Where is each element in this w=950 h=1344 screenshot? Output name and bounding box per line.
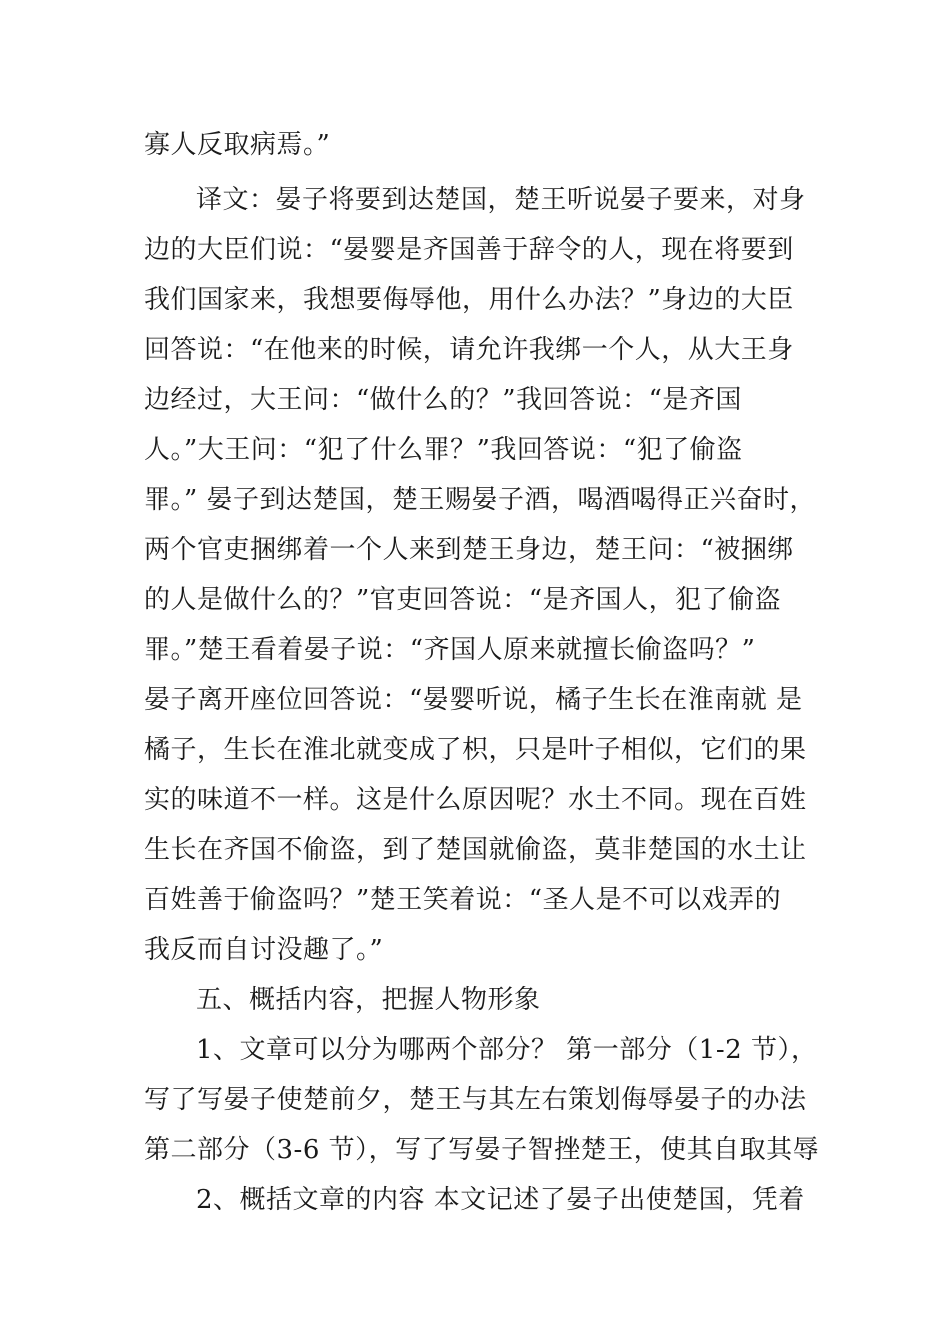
- text-line: 2、概括文章的内容 本文记述了晏子出使楚国，凭着: [196, 1185, 805, 1215]
- text-line: 我反而自讨没趣了。”: [144, 935, 384, 965]
- text-line: 我们国家来，我想要侮辱他，用什么办法？”身边的大臣: [144, 285, 794, 315]
- text-line: 罪。”楚王看着晏子说：“齐国人原来就擅长偷盗吗？”: [144, 635, 756, 665]
- text-line: 寡人反取病焉。”: [144, 130, 331, 160]
- text-line: 罪。” 晏子到达楚国，楚王赐晏子酒，喝酒喝得正兴奋时，: [144, 485, 817, 515]
- text-line: 实的味道不一样。这是什么原因呢？水土不同。现在百姓: [144, 785, 807, 815]
- text-line: 橘子，生长在淮北就变成了枳，只是叶子相似，它们的果: [144, 735, 807, 765]
- section-heading: 五、概括内容，把握人物形象: [196, 985, 541, 1015]
- text-line: 两个官吏捆绑着一个人来到楚王身边，楚王问：“被捆绑: [144, 535, 794, 565]
- text-line: 回答说：“在他来的时候，请允许我绑一个人，从大王身: [144, 335, 794, 365]
- text-line: 人。”大王问：“犯了什么罪？”我回答说：“犯了偷盗: [144, 435, 743, 465]
- text-line: 译文：晏子将要到达楚国，楚王听说晏子要来，对身: [196, 185, 806, 215]
- text-line: 边经过，大王问：“做什么的？”我回答说：“是齐国: [144, 385, 742, 415]
- text-line: 的人是做什么的？”官吏回答说：“是齐国人，犯了偷盗: [144, 585, 782, 615]
- text-line: 百姓善于偷盗吗？”楚王笑着说：“圣人是不可以戏弄的: [144, 885, 782, 915]
- text-line: 第二部分（3-6 节），写了写晏子智挫楚王，使其自取其辱: [144, 1135, 820, 1165]
- text-line: 晏子离开座位回答说：“晏婴听说，橘子生长在淮南就 是: [144, 685, 803, 715]
- text-line: 边的大臣们说：“晏婴是齐国善于辞令的人，现在将要到: [144, 235, 794, 265]
- text-line: 生长在齐国不偷盗，到了楚国就偷盗，莫非楚国的水土让: [144, 835, 807, 865]
- text-line: 写了写晏子使楚前夕，楚王与其左右策划侮辱晏子的办法: [144, 1085, 807, 1115]
- text-line: 1、文章可以分为哪两个部分？ 第一部分（1-2 节），: [196, 1035, 818, 1065]
